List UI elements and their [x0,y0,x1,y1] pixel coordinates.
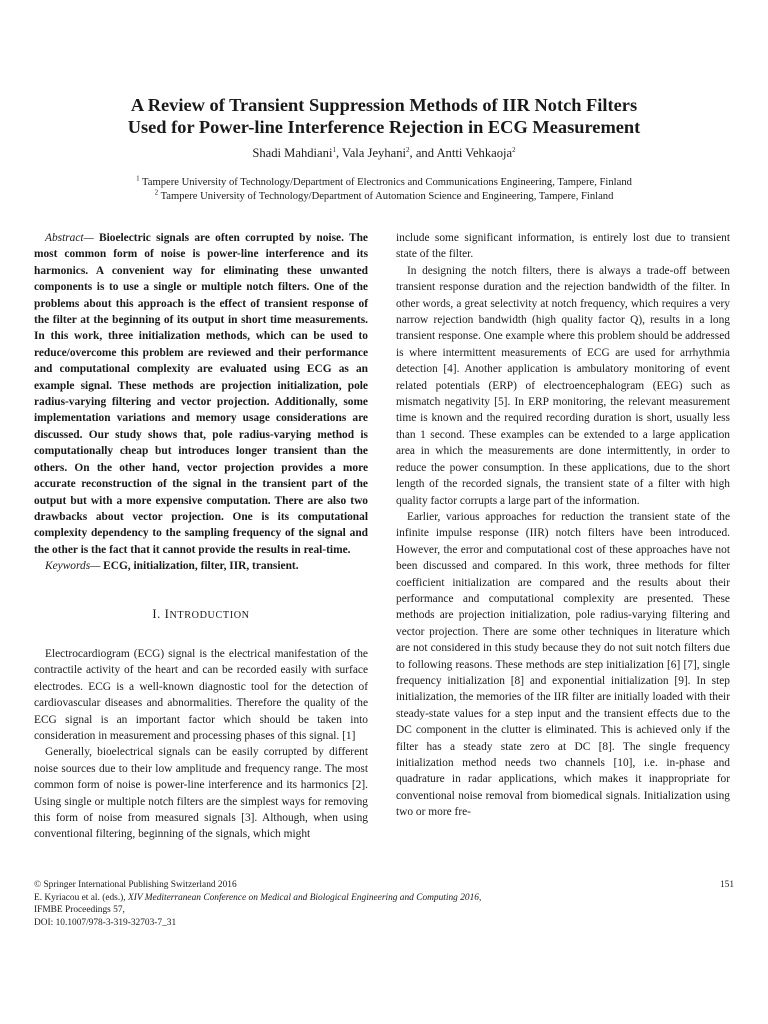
paragraph: In designing the notch filters, there is always a trade-off between transient response duration and the rejection bandwidth of the filter. In other words, a great selectivity at notch frequency, which requires a very narrow rejection bandwidth (high quality factor Q), results in a long transient response. One example where this problem should be addressed is where intermittent measurements of ECG are used for arrhythmia detection [4]. Another application is ambulatory monitoring of event related potentials (ERP) of electroencephalogram (EEG) such as mismatch negativity [5]. In ERP monitoring, the relevant measurement time is known and the required recording duration is short, usually less than 1 second. These examples can be extended to a large application area in which the measurements are done intermittently, in order to reduce the power consumption. In these applications, due to the short length of the recorded signals, the transient state of a filter with high quality factor corrupts a large part of the information. [396,264,730,507]
keywords-label: Keywords— [45,560,101,573]
left-column [34,230,368,843]
section-heading-introduction: I. INTRODUCTION [152,606,250,621]
author-2: , Vala Jeyhani [335,146,407,160]
keywords [34,558,368,574]
author-2-affil-mark: 2 [406,145,410,154]
author-list [40,146,728,161]
affiliations [40,176,728,204]
abstract [34,230,368,558]
publication-footer [34,879,734,929]
affiliation-2: $^2$ Tampere University of Technology/Department of Automation Science and Engineering, Tampere, Finland [154,188,614,202]
keywords-text: ECG, initialization, filter, IIR, transient. [100,560,299,573]
paragraph-continued: include some significant information, is entirely lost due to transient state of the filter. [396,232,730,261]
author-1: Shadi Mahdiani [252,146,333,160]
author-1-affil-mark: 1 [332,145,336,154]
abstract-text: Bioelectric signals are often corrupted by noise. The most common form of noise is power-line interference and its harmonics. A convenient way for eliminating these unwanted components is to use a single or multiple notch filters. One of the problems about this approach is the effect of transient response of the filter at the beginning of its output in short time measurements. In this work, three initialization methods, which can be used to reduce/overcome this problem are reviewed and their performance and computational complexity are evaluated using ECG as an example signal. These methods are projection initialization, pole radius-varying filtering and vector projection. Additionally, some implementation variations and memory usage considerations are discussed. Our study shows that, pole radius-varying method is computationally cheap but introduces longer transient than the others. On the other hand, vector projection provides a more accurate reconstruction of the signal in the transient part of the output but with a more expensive computation. There are also two drawbacks about vector projection. One is its computational complexity dependency to the sampling frequency of the signal and the other is the fact that it cannot provide the results in real-time. [34,232,368,556]
conference-name: XIV Mediterranean Conference on Medical and Biological Engineering and Computing 2016 [127,892,479,903]
citation-line: E. Kyriacou et al. (eds.), XIV Mediterranean Conference on Medical and Biological Engineering and Computing 2016, [34,892,482,903]
title-line-2: Used for Power-line Interference Rejection in ECG Measurement [127,117,641,137]
paragraph: Electrocardiogram (ECG) signal is the electrical manifestation of the contractile activity of the heart and can be recorded easily with surface electrodes. ECG is a well-known diagnostic tool for the detection of cardiovascular diseases and abnormalities. Therefore the quality of the ECG signal is an important factor which should be taken into consideration in measurement and processing phases of this signal. [1] [34,647,368,742]
page-number: 151 [719,880,734,890]
doi-line: DOI: 10.1007/978-3-319-32703-7_31 [34,917,177,928]
paper-title [40,94,728,138]
paragraph: Generally, bioelectrical signals can be easily corrupted by different noise sources due to their low amplitude and frequency range. The most common form of noise is power-line interference and its harmonics [2]. Using single or multiple notch filters are the simplest ways for removing this form of noise from measured signals [3]. Although, when using conventional filtering, beginning of the signals, which might [34,746,368,841]
title-line-1: A Review of Transient Suppression Methods of IIR Notch Filters [130,95,638,115]
author-3-affil-mark: 2 [512,145,516,154]
abstract-label: Abstract— [45,232,94,244]
paragraph: Earlier, various approaches for reduction the transient state of the infinite impulse response (IIR) notch filters have been introduced. However, the error and computational cost of these approaches have not been discussed and compared. In this work, three methods for filter coefficient initialization are compared and the results about their performance and computational complexity are presented. These methods are projection initialization, pole radius-varying filtering and vector projection. There are some other techniques in literature which are not considered in this study because they do not suit notch filters due to following reasons. These methods are step initialization [6] [7], single frequency initialization [8] and exponential initialization [9]. In step initialization, the memories of the IIR filter are initially loaded with their steady-state values for a step input and the transient effects due to the DC component in the clutter is eliminated. This is achieved only if the filter has a steady state zero at DC [8]. The single frequency initialization method needs two channels [10], i.e. in-phase and quadrature in radar applications, which makes it inappropriate for conventional noise removal from biomedical signals. Initialization using two or more fre- [396,510,730,819]
affiliation-1: $^1$ Tampere University of Technology/Department of Electronics and Communications Engineering, Tampere, Finland [136,174,632,188]
proceedings-line: IFMBE Proceedings 57, [34,905,125,916]
copyright-line: © Springer International Publishing Switzerland 2016 [34,880,237,890]
author-3: , and Antti Vehkaoja [409,146,513,160]
right-column [396,230,730,821]
